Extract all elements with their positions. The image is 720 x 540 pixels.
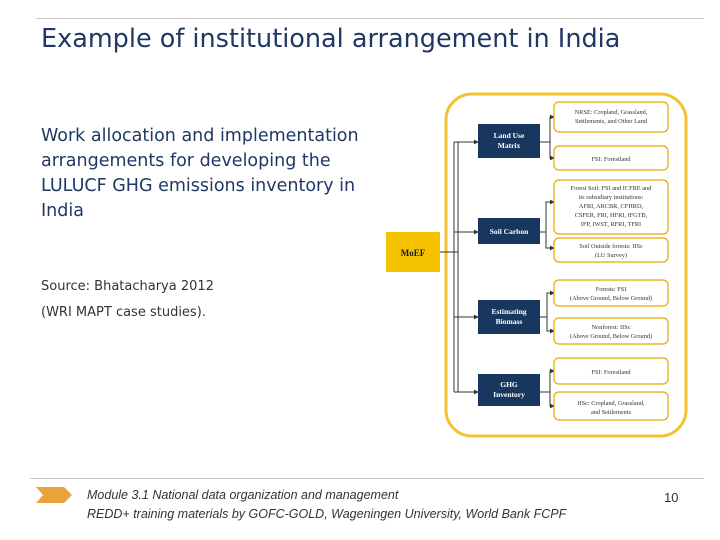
institution-text: CSFER, FRI, HFRI, IFGTB,	[574, 212, 648, 219]
bottom-divider	[30, 478, 704, 479]
footer-module-text: Module 3.1 National data organization and management	[87, 488, 399, 502]
root-node-moef	[386, 232, 440, 272]
institution-text: (Above Ground, Below Ground)	[569, 295, 653, 302]
svg-text:Land Use: Land Use	[493, 131, 525, 140]
footer-credits-text: REDD+ training materials by GOFC-GOLD, Wageningen University, World Bank FCPF	[87, 507, 567, 521]
institution-nonforest-iisc-box	[554, 318, 668, 344]
institution-text: and Settlements	[590, 409, 632, 416]
category-node-ghg-inventory	[478, 374, 540, 406]
institutional-arrangement-diagram	[384, 92, 690, 438]
institution-text: (LU Survey)	[594, 252, 628, 259]
category-node-soil-carbon	[478, 218, 540, 244]
category-node-estimating-biomass	[478, 300, 540, 334]
institution-forests-fsi-box	[554, 280, 668, 306]
svg-text:Biomass: Biomass	[495, 317, 523, 326]
svg-text:Soil Carbon: Soil Carbon	[489, 227, 529, 236]
institution-nrse-box	[554, 102, 668, 132]
institution-text: Soil Outside forests: IISc	[579, 243, 643, 250]
institution-text: Forest Soil: FSI and ICFRE and	[570, 185, 652, 192]
svg-text:MoEF: MoEF	[400, 248, 426, 258]
slide-description: Work allocation and implementation arrangements for developing the LULUCF GHG emissions inventory in India	[41, 126, 359, 221]
connector-lines	[440, 117, 554, 406]
institution-text: its subsidiary institutions:	[578, 194, 644, 201]
institution-text: FSI: Forestland	[591, 156, 631, 163]
svg-text:Inventory: Inventory	[493, 390, 525, 399]
page-number: 10	[664, 490, 679, 505]
chevron-arrow-icon	[34, 484, 74, 506]
slide-title: Example of institutional arrangement in India	[41, 24, 621, 54]
institution-text: IISc: Cropland, Grassland,	[577, 400, 645, 407]
institution-text: Nonforest: IISc	[591, 324, 631, 331]
institution-text: Settlements, and Other Land	[574, 118, 648, 125]
svg-text:Matrix: Matrix	[497, 141, 521, 150]
svg-text:Estimating: Estimating	[491, 307, 527, 316]
category-node-land-use-matrix	[478, 124, 540, 158]
top-divider	[36, 18, 704, 19]
institution-text: Forests: FSI	[595, 286, 627, 293]
institution-text: (Above Ground, Below Ground)	[569, 333, 653, 340]
institution-text: NRSE: Cropland, Grassland,	[574, 109, 648, 116]
source-citation: Source: Bhatacharya 2012	[41, 279, 214, 294]
institution-text: FSI: Forestland	[591, 369, 631, 376]
source-reference: (WRI MAPT case studies).	[41, 305, 206, 320]
svg-text:GHG: GHG	[500, 380, 518, 389]
institution-text: AFRI, ARCBR, CFHRD,	[578, 203, 644, 210]
institution-text: IFP, IWST, RFRI, TFRI	[580, 221, 642, 228]
